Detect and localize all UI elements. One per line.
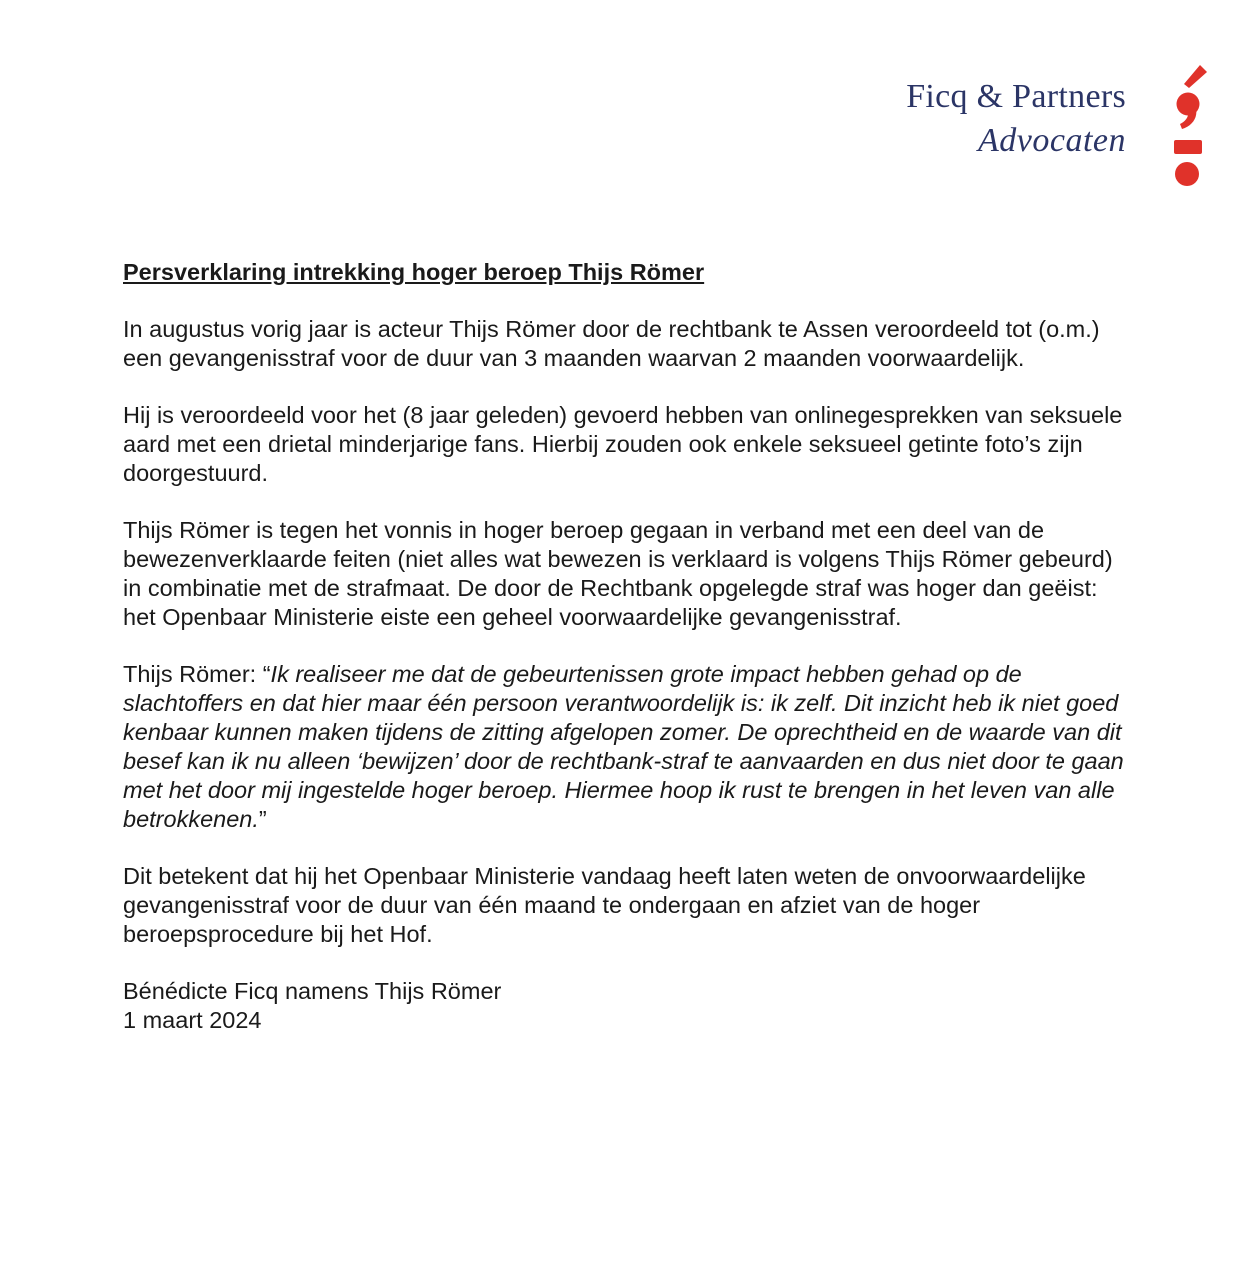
quote-text: Ik realiseer me dat de gebeurtenissen grote impact hebben gehad op de slachtoffers en dat hier maar één persoon verantwoordelijk is: ik zelf. Dit inzicht heb ik niet goed kenbaar kunnen maken tijdens de zitting afgelopen zomer. De oprechtheid en de waarde van dit besef kan ik nu alleen ‘bewijzen’ door de rechtbank-straf te aanvaarden en dus niet door te gaan met het door mij ingestelde hoger beroep. Hiermee hoop ik rust te brengen in het leven van alle betrokkenen. [123, 661, 1124, 832]
firm-type: Advocaten [978, 122, 1126, 159]
signature-name: Bénédicte Ficq namens Thijs Römer [123, 978, 502, 1004]
quote-close: ” [258, 806, 267, 832]
paragraph-appeal: Thijs Römer is tegen het vonnis in hoger beroep gegaan in verband met een deel van de bewezenverklaarde feiten (niet alles wat bewezen is verklaard is volgens Thijs Römer gebeurd) in combinatie met de strafmaat. De door de Rechtbank opgelegde straf was hoger dan geëist: het Openbaar Ministerie eiste een geheel voorwaardelijke gevangenisstraf. [123, 517, 1113, 630]
firm-name: Ficq & Partners [906, 78, 1126, 115]
paragraph-quote [123, 660, 1133, 834]
firm-logo-icon [1154, 62, 1214, 190]
quote-intro: Thijs Römer: “ [123, 661, 271, 687]
signature-date: 1 maart 2024 [123, 1007, 262, 1033]
page-title: Persverklaring intrekking hoger beroep Thijs Römer [123, 259, 705, 285]
paragraph-verdict: In augustus vorig jaar is acteur Thijs Römer door de rechtbank te Assen veroordeeld tot (o.m.) een gevangenisstraf voor de duur van 3 maanden waarvan 2 maanden voorwaardelijk. [123, 316, 1100, 371]
signature-block [123, 977, 1133, 1035]
paragraph-charges: Hij is veroordeeld voor het (8 jaar geleden) gevoerd hebben van onlinegesprekken van seksuele aard met een drietal minderjarige fans. Hierbij zouden ook enkele seksueel getinte foto’s zijn doorgestuurd. [123, 402, 1123, 486]
letterhead [802, 62, 1222, 192]
paragraph-conclusion: Dit betekent dat hij het Openbaar Ministerie vandaag heeft laten weten de onvoorwaardelijke gevangenisstraf voor de duur van één maand te ondergaan en afziet van de hoger beroepsprocedure bij het Hof. [123, 863, 1086, 947]
press-release-body [123, 258, 1133, 1035]
